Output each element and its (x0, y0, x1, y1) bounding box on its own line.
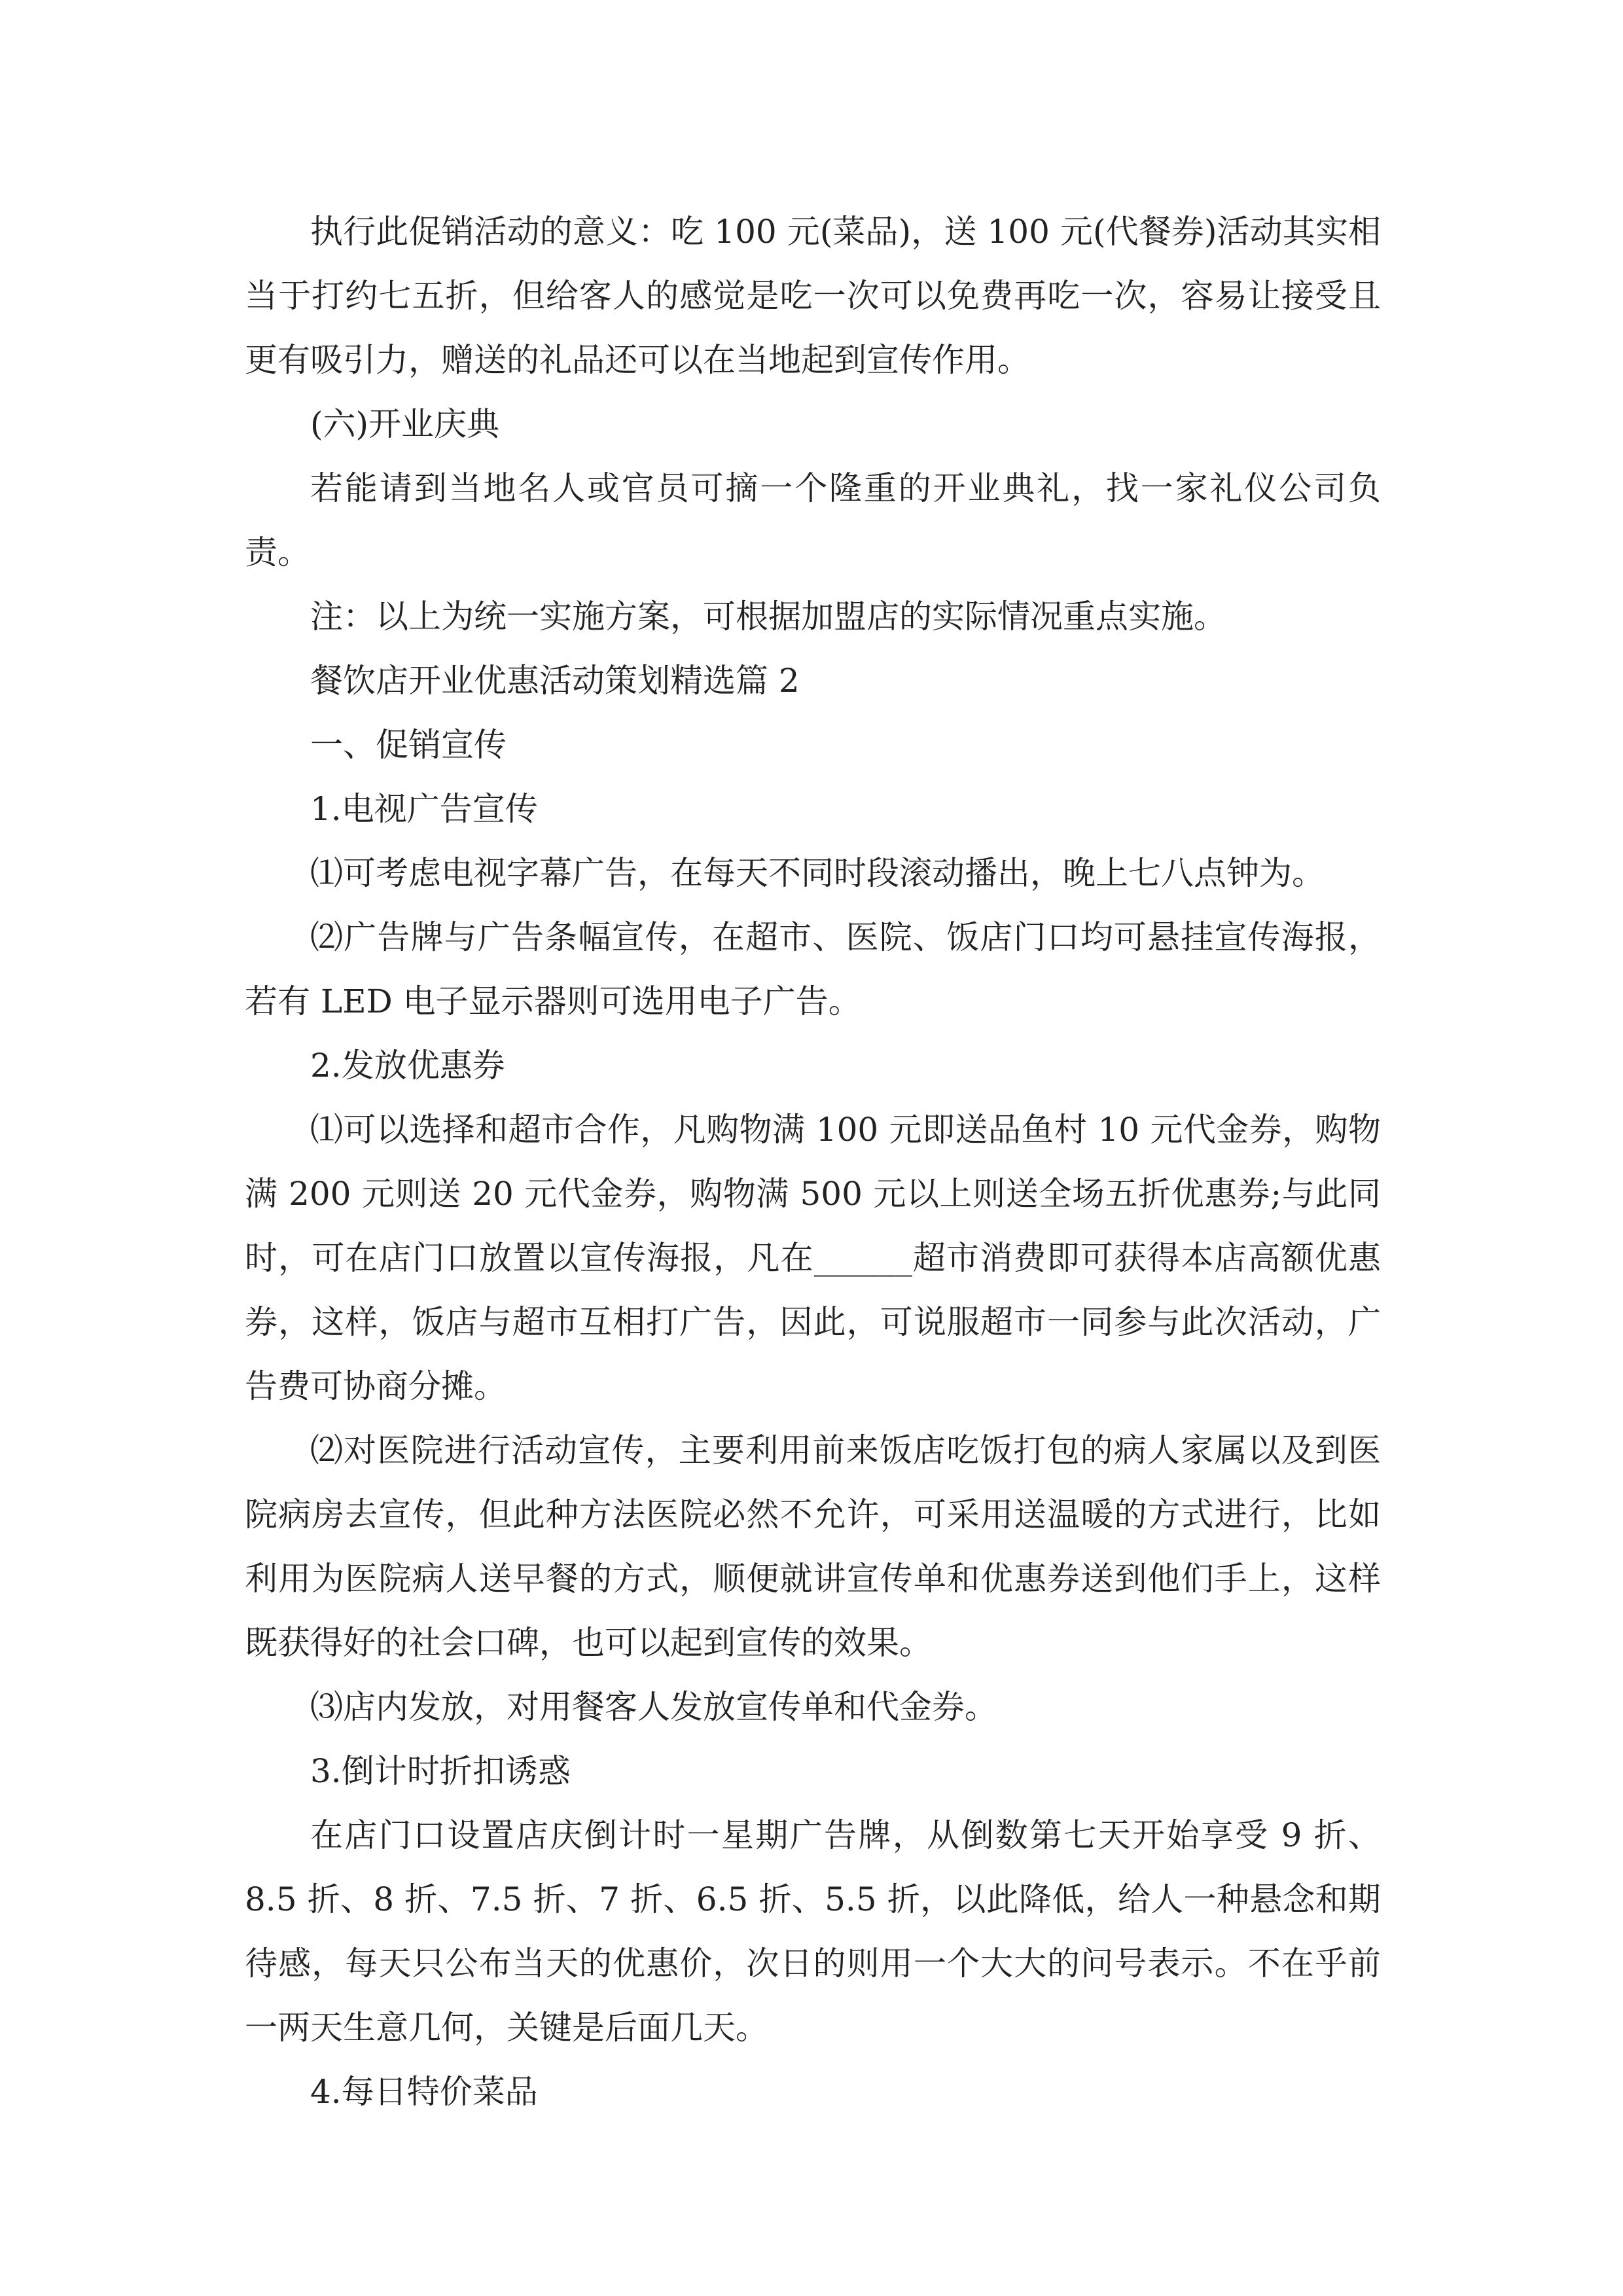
heading-daily-specials: 4.每日特价菜品 (310, 2073, 538, 2111)
heading-tv-ads: 1.电视广告宣传 (310, 790, 538, 828)
heading-coupons: 2.发放优惠券 (310, 1047, 505, 1085)
paragraph-ceremony: 若能请到当地名人或官员可摘一个隆重的开业典礼，找一家礼仪公司负责。 (245, 469, 1381, 571)
heading-article-2: 餐饮店开业优惠活动策划精选篇 2 (310, 662, 800, 700)
paragraph-billboard-ads: ⑵广告牌与广告条幅宣传，在超市、医院、饭店门口均可悬挂宣传海报，若有 LED 电子显示器则可选用电子广告。 (245, 918, 1381, 1020)
paragraph-tv-subtitle-ads: ⑴可考虑电视字幕广告，在每天不同时段滚动播出，晚上七八点钟为。 (310, 854, 1325, 892)
paragraph-supermarket-coop: ⑴可以选择和超市合作，凡购物满 100 元即送品鱼村 10 元代金券，购物满 200 元则送 20 元代金券，购物满 500 元以上则送全场五折优惠券;与此同时，可在店门口放置以宣传海报，凡在______超市消费即可获得本店高额优惠券，这样，饭店与超市互相打广告，因此，可说服超市一同参与此次活动，广告费可协商分摊。 (245, 1111, 1381, 1405)
paragraph-promotion-meaning: 执行此促销活动的意义：吃 100 元(菜品)，送 100 元(代餐券)活动其实相当于打约七五折，但给客人的感觉是吃一次可以免费再吃一次，容易让接受且更有吸引力，赠送的礼品还可以在当地起到宣传作用。 (245, 213, 1381, 379)
paragraph-in-store-distribution: ⑶店内发放，对用餐客人发放宣传单和代金券。 (310, 1688, 997, 1726)
heading-opening-ceremony: (六)开业庆典 (310, 405, 500, 443)
heading-countdown-discount: 3.倒计时折扣诱惑 (310, 1752, 571, 1790)
paragraph-note: 注：以上为统一实施方案，可根据加盟店的实际情况重点实施。 (310, 598, 1226, 636)
heading-promotion-publicity: 一、促销宣传 (310, 726, 507, 764)
paragraph-hospital-publicity: ⑵对医院进行活动宣传，主要利用前来饭店吃饭打包的病人家属以及到医院病房去宣传，但此种方法医院必然不允许，可采用送温暖的方式进行，比如利用为医院病人送早餐的方式，顺便就讲宣传单和优惠券送到他们手上，这样既获得好的社会口碑，也可以起到宣传的效果。 (245, 1431, 1381, 1662)
document-body (245, 200, 1381, 2124)
paragraph-countdown-discount: 在店门口设置店庆倒计时一星期广告牌，从倒数第七天开始享受 9 折、8.5 折、8 折、7.5 折、7 折、6.5 折、5.5 折，以此降低，给人一种悬念和期待感，每天只公布当天的优惠价，次日的则用一个大大的问号表示。不在乎前一两天生意几何，关键是后面几天。 (245, 1816, 1381, 2047)
